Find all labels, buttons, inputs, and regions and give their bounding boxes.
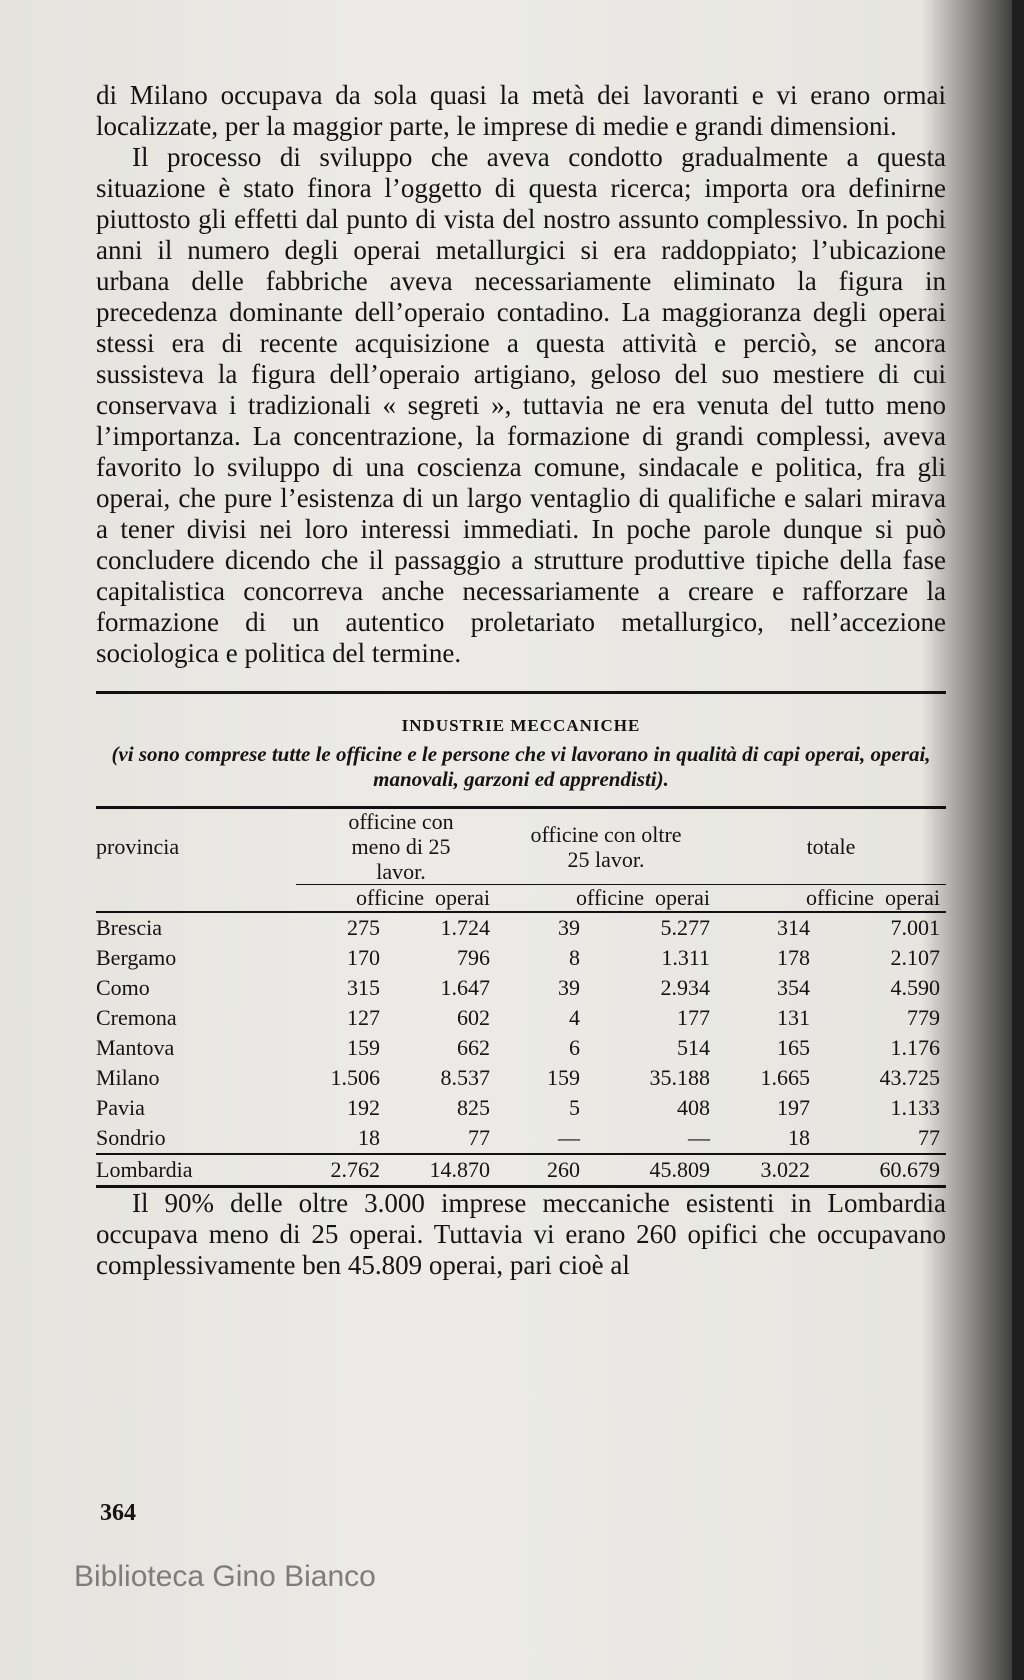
cell-operai-large: 2.934 xyxy=(660,975,710,1000)
cell-officine-large: 4 xyxy=(569,1005,580,1030)
cell-officine-total: 18 xyxy=(788,1125,810,1150)
cell-operai-small: 77 xyxy=(468,1125,490,1150)
cell-total-operai-small: 14.870 xyxy=(386,1154,496,1187)
cell-operai-small: 825 xyxy=(457,1095,490,1120)
cell-operai-large: 1.311 xyxy=(661,945,710,970)
cell-total-officine-total: 3.022 xyxy=(716,1154,816,1187)
table-row xyxy=(96,943,946,973)
cell-officine-large: 8 xyxy=(569,945,580,970)
page-edge-shadow xyxy=(1012,0,1024,1680)
table-total-row xyxy=(96,1154,946,1187)
table-row xyxy=(96,1003,946,1033)
cell-officine-large: — xyxy=(558,1125,580,1150)
cell-operai-total: 4.590 xyxy=(890,975,940,1000)
cell-operai-small: 1.647 xyxy=(440,975,490,1000)
cell-operai-total: 43.725 xyxy=(879,1065,940,1090)
cell-officine-total: 197 xyxy=(777,1095,810,1120)
table-subtitle: (vi sono comprese tutte le officine e le persone che vi lavorano in qualità di capi operai, operai, manovali, garzoni ed apprendisti). xyxy=(111,742,931,791)
cell-operai-total: 7.001 xyxy=(890,915,940,940)
subheader-large xyxy=(496,885,716,913)
cell-officine-total: 165 xyxy=(777,1035,810,1060)
cell-operai-large: 5.277 xyxy=(660,915,710,940)
cell-provincia: Bergamo xyxy=(96,945,177,970)
table-row xyxy=(96,1063,946,1093)
sub-operai-1: operai xyxy=(435,885,490,910)
page-content xyxy=(96,80,946,1281)
cell-officine-small: 18 xyxy=(358,1125,380,1150)
cell-operai-small: 796 xyxy=(457,945,490,970)
table-row xyxy=(96,1093,946,1123)
cell-officine-large: 39 xyxy=(558,915,580,940)
cell-officine-small: 1.506 xyxy=(330,1065,380,1090)
cell-total-operai-large: 45.809 xyxy=(586,1154,716,1187)
cell-provincia: Sondrio xyxy=(96,1125,166,1150)
cell-operai-total: 77 xyxy=(918,1125,940,1150)
paragraph-1: di Milano occupava da sola quasi la metà dei lavoranti e vi erano ormai localizzate, per la maggior parte, le imprese di medie e grandi dimensioni. xyxy=(96,80,946,141)
page-number: 364 xyxy=(100,1500,136,1526)
cell-officine-small: 170 xyxy=(347,945,380,970)
library-watermark: Biblioteca Gino Bianco xyxy=(74,1560,376,1593)
table-title: INDUSTRIE MECCANICHE xyxy=(401,716,641,735)
cell-officine-small: 315 xyxy=(347,975,380,1000)
table-top-rule xyxy=(96,691,946,694)
header-provincia: provincia xyxy=(96,834,180,860)
cell-operai-large: 35.188 xyxy=(649,1065,710,1090)
cell-operai-large: — xyxy=(688,1125,710,1150)
sub-officine-2: officine xyxy=(576,885,645,910)
cell-officine-total: 131 xyxy=(777,1005,810,1030)
cell-operai-total: 1.133 xyxy=(890,1095,940,1120)
cell-operai-large: 177 xyxy=(677,1005,710,1030)
cell-total-officine-large: 260 xyxy=(496,1154,586,1187)
cell-provincia: Mantova xyxy=(96,1035,175,1060)
paragraph-2: Il processo di sviluppo che aveva condotto gradualmente a questa situazione è stato finora l’oggetto di questa ricerca; importa ora definirne piuttosto gli effetti dal punto di vista del nostro assunto complessivo. In pochi anni il numero degli operai metallurgici si era raddoppiato; l’ubicazione urbana delle fabbriche aveva necessariamente eliminato la figura in precedenza dominante dell’operaio contadino. La maggioranza degli operai stessi era di recente acquisizione a questa attività e perciò, se ancora sussisteva la figura dell’operaio artigiano, geloso del suo mestiere di cui conservava i tradizionali « segreti », tuttavia ne era venuta del tutto meno l’importanza. La concentrazione, la formazione di grandi complessi, aveva favorito lo sviluppo di una coscienza comune, sindacale e politica, fra gli operai, che pure l’esistenza di un largo ventaglio di qualifiche e salari mirava a tener divisi nei loro interessi immediati. In poche parole dunque si può concludere dicendo che il passaggio a strutture produttive tipiche della fase capitalistica concorreva anche necessariamente a creare e rafforzare la formazione di un autentico proletariato metallurgico, nell’accezione sociologica e politica del termine. xyxy=(96,142,946,668)
sub-operai-2: operai xyxy=(655,885,710,910)
table-row xyxy=(96,1123,946,1154)
cell-officine-total: 178 xyxy=(777,945,810,970)
cell-operai-small: 8.537 xyxy=(440,1065,490,1090)
cell-total-operai-total: 60.679 xyxy=(816,1154,946,1187)
cell-officine-small: 159 xyxy=(347,1035,380,1060)
cell-operai-total: 1.176 xyxy=(890,1035,940,1060)
cell-officine-small: 127 xyxy=(347,1005,380,1030)
cell-provincia: Milano xyxy=(96,1065,160,1090)
subheader-total xyxy=(716,885,946,913)
paragraph-3: Il 90% delle oltre 3.000 imprese meccaniche esistenti in Lombardia occupava meno di 25 operai. Tuttavia vi erano 260 opifici che occupavano complessivamente ben 45.809 operai, pari cioè al xyxy=(96,1188,946,1280)
cell-officine-small: 192 xyxy=(347,1095,380,1120)
cell-operai-small: 1.724 xyxy=(440,915,490,940)
cell-total-officine-small: 2.762 xyxy=(296,1154,386,1187)
table-row xyxy=(96,973,946,1003)
header-group-large: officine con oltre 25 lavor. xyxy=(530,821,682,872)
cell-total-label: Lombardia xyxy=(96,1154,296,1187)
cell-provincia: Cremona xyxy=(96,1005,177,1030)
cell-operai-small: 602 xyxy=(457,1005,490,1030)
table-header-row xyxy=(96,808,946,885)
industry-table xyxy=(96,806,946,1188)
cell-provincia: Brescia xyxy=(96,915,162,940)
sub-operai-3: operai xyxy=(885,885,940,910)
table-row xyxy=(96,1033,946,1063)
header-group-small: officine con meno di 25 lavor. xyxy=(348,809,454,884)
cell-officine-total: 1.665 xyxy=(760,1065,810,1090)
cell-officine-large: 39 xyxy=(558,975,580,1000)
cell-operai-large: 514 xyxy=(677,1035,710,1060)
sub-officine-3: officine xyxy=(806,885,875,910)
cell-officine-large: 6 xyxy=(569,1035,580,1060)
cell-operai-large: 408 xyxy=(677,1095,710,1120)
cell-provincia: Pavia xyxy=(96,1095,145,1120)
table-row xyxy=(96,913,946,943)
cell-operai-small: 662 xyxy=(457,1035,490,1060)
cell-operai-total: 779 xyxy=(907,1005,940,1030)
cell-operai-total: 2.107 xyxy=(890,945,940,970)
subheader-small xyxy=(296,885,496,913)
cell-officine-total: 314 xyxy=(777,915,810,940)
cell-officine-large: 5 xyxy=(569,1095,580,1120)
cell-provincia: Como xyxy=(96,975,150,1000)
cell-officine-large: 159 xyxy=(547,1065,580,1090)
table-subheader-row xyxy=(96,885,946,913)
cell-officine-total: 354 xyxy=(777,975,810,1000)
sub-officine-1: officine xyxy=(356,885,425,910)
cell-officine-small: 275 xyxy=(347,915,380,940)
header-group-total: totale xyxy=(806,834,856,859)
